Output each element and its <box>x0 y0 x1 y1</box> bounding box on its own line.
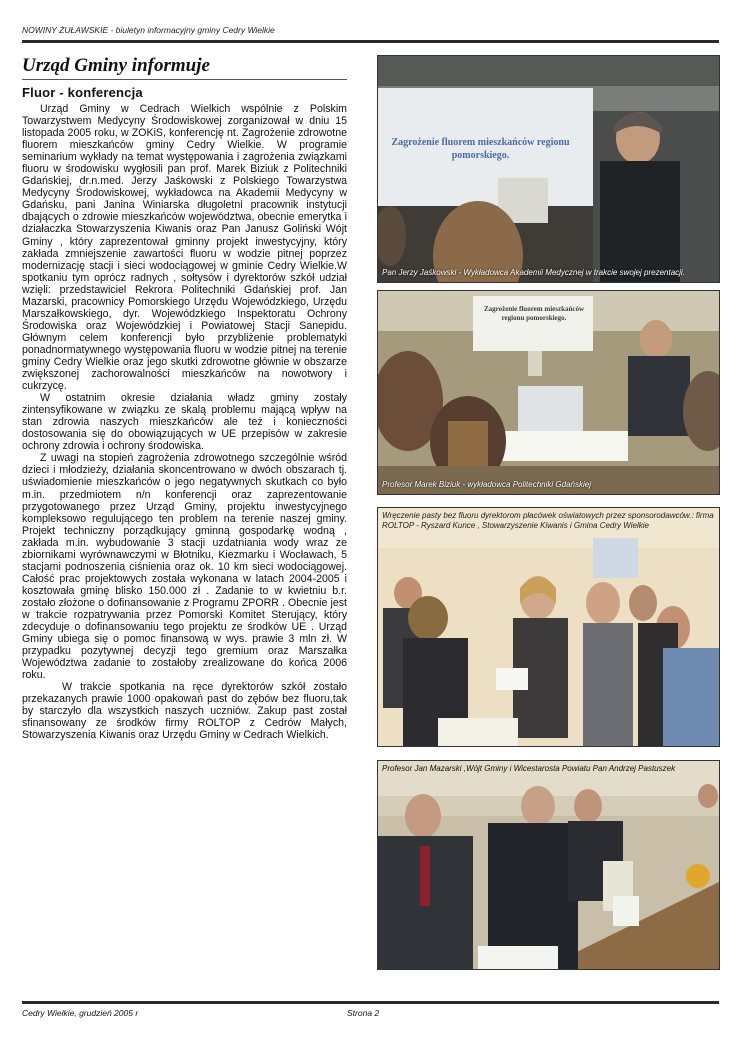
page-number: Strona 2 <box>347 1008 380 1018</box>
footer-divider <box>22 1001 719 1004</box>
title-divider <box>22 79 347 80</box>
footer-date: Cedry Wielkie, grudzień 2005 r <box>22 1008 139 1018</box>
article-paragraph: Urząd Gminy w Cedrach Wielkich wspólnie z Polskim Towarzystwem Medycyny Środowiskowej zorganizował w dniu 15 listopada 2005 roku, w ZOKiS, konferencję nt. Zagrożenie zdrowotne fluorem mieszkańców gminy Cedry Wielkie. W programie seminarium wykłady na temat występowania i zagrożenia związkami fluoru w środowisku wygłosili pan prof. Marek Biziuk z Politechniki Gdańskiej, dr.n.med. Jerzy Jaśkowski z Polskiego Towarzystwa Medycyny Środowiskowej, wykładowca na Akademii Medycyny w Gdańsku, pani Janina Winiarska długoletni pracownik instytucji dbających o zdrowie mieszkańców województwa, obecnie emerytka i działaczka Stowarzyszenia Kiwanis oraz Pan Janusz Goliński Wójt Gminy , który zaprezentował gminny projekt inwestycyjny, który zakłada zmniejszenie zawartości fluoru w wodzie pitnej poprzez modernizację stacji i sieci wodociągowej w gminie Cedry Wielkie.W spotkaniu tym oprócz radnych , sołtysów i dyrektorów szkół udział wzięli: przedstawiciel Rekrora Politechniki Gdańskiej prof. Jan Mazarski, pracownicy Pomorskiego Urzędu Wojewódzkiego, Urzędu Marszałkowskiego, dyr. Wojewódzkiego Inspektoratu Ochrony Środowiska oraz Wojewódzkiej i Powiatowej Stacji Sanepidu. Głównym celem konferencji było przybliżenie problematyki ponadnormatywnego występowania fluoru w wodzie pitnej na terenie gminy Cedry Wielkie oraz jego skutki zdrowotne głównie w obszarze zwiększonej zachorowalności mieszkańców na nowotwory i cukrzycę. <box>22 103 347 393</box>
photo-caption: Profesor Jan Mazarski ,Wójt Gminy i Wicestarosta Powiatu Pan Andrzej Pastuszek <box>382 764 676 773</box>
photo-caption: Profesor Marek Biziuk - wykładowca Politechniki Gdańskiej <box>382 480 591 489</box>
photo-caption: Wręczenie pasty bez fluoru dyrektorom placówek oświatowych przez sponsorodawców.: firma ROLTOP - Ryszard Kunce , Stowarzyszenie Kiwanis i Gmina Cedry Wielkie <box>382 511 714 530</box>
photo-meeting <box>377 760 720 970</box>
header-divider <box>22 40 719 43</box>
article-body <box>22 103 347 741</box>
section-title: Urząd Gminy informuje <box>22 55 210 76</box>
photo-handover-image <box>378 508 720 747</box>
slide-text: Zagrożenie fluorem mieszkańców regionu pomorskiego. <box>483 305 585 322</box>
left-column <box>22 55 347 741</box>
article-title: Fluor - konferencja <box>22 85 143 100</box>
photo-presenter-image <box>378 56 720 283</box>
article-paragraph: W ostatnim okresie działania władz gminy zostały zintensyfikowane w związku ze skalą problemu mającą wpływ na stan zdrowia naszych mieszkańców ale też i konieczności dostosowania się do obowiązujących w UE przepisów w zakresie ochrony zdrowia i ochrony środowiska. <box>22 392 347 453</box>
slide-text: Zagrożenie fluorem mieszkańców regionu pomorskiego. <box>391 137 570 161</box>
header-text: NOWINY ŻUŁAWSKIE - biuletyn informacyjny gminy Cedry Wielkie <box>22 25 275 35</box>
photo-professor <box>377 290 720 495</box>
photo-meeting-image <box>378 761 720 970</box>
article-paragraph: W trakcie spotkania na ręce dyrektorów szkół zostało przekazanych prawie 1000 opakowań past do zębów bez fluoru,tak by starczyło dla wszystkich naszych uczniów. Zakup past został sfinansowany ze środków firmy ROLTOP z Cedrów Małych, Stowarzyszenia Kiwanis oraz Urzędu Gminy w Cedrach Wielkich. <box>22 681 347 742</box>
article-paragraph: Z uwagi na stopień zagrożenia zdrowotnego szczególnie wśród dzieci i młodzieży, działania skoncentrowano w dwóch obszarach tj. uświadomienie mieszkańców o jego negatywnych skutkach co było m.in. przedmiotem n/n konferencji oraz zaprezentowanie przygotowanego przez Urząd Gminy, projektu inwestycyjnego kompleksowo regulującego ten problem na terenie naszej gminy. Projekt techniczny porządkujący gminną gospodarkę wodną , zakłada m.in. wybudowanie 3 stacji uzdatniania wody wraz ze zbiornikami wyrównawczymi w Błotniku, Kiezmarku i Wocławach, 5 stacjami podnoszenia ciśnienia oraz ok. 10 km sieci wodociągowej. Całość prac projektowych została wykonana w latach 2004-2005 i kosztowała gminę blisko 150.000 zł . Zadanie to w kwietniu b.r. zostało złożone o dofinansowanie z Programu ZPORR . Obecnie jest w trakcie rozpatrywania przez Pomorski Komitet Sterujący, który zdecyduje o dofinansowaniu tego projektu ze środków UE . Urząd Gminy ubiega się o pomoc finansową w wys. prawie 3 mln zł. W przypadku pozytywnej decyzji tego gremium oraz Marszałka Województwa zadanie to zostałoby zrealizowane do końca 2006 roku. <box>22 452 347 682</box>
photo-caption: Pan Jerzy Jaśkowski - Wykładowca Akademii Medycznej w trakcie swojej prezentacji. <box>382 268 685 277</box>
photo-presenter <box>377 55 720 283</box>
photo-handover <box>377 507 720 747</box>
